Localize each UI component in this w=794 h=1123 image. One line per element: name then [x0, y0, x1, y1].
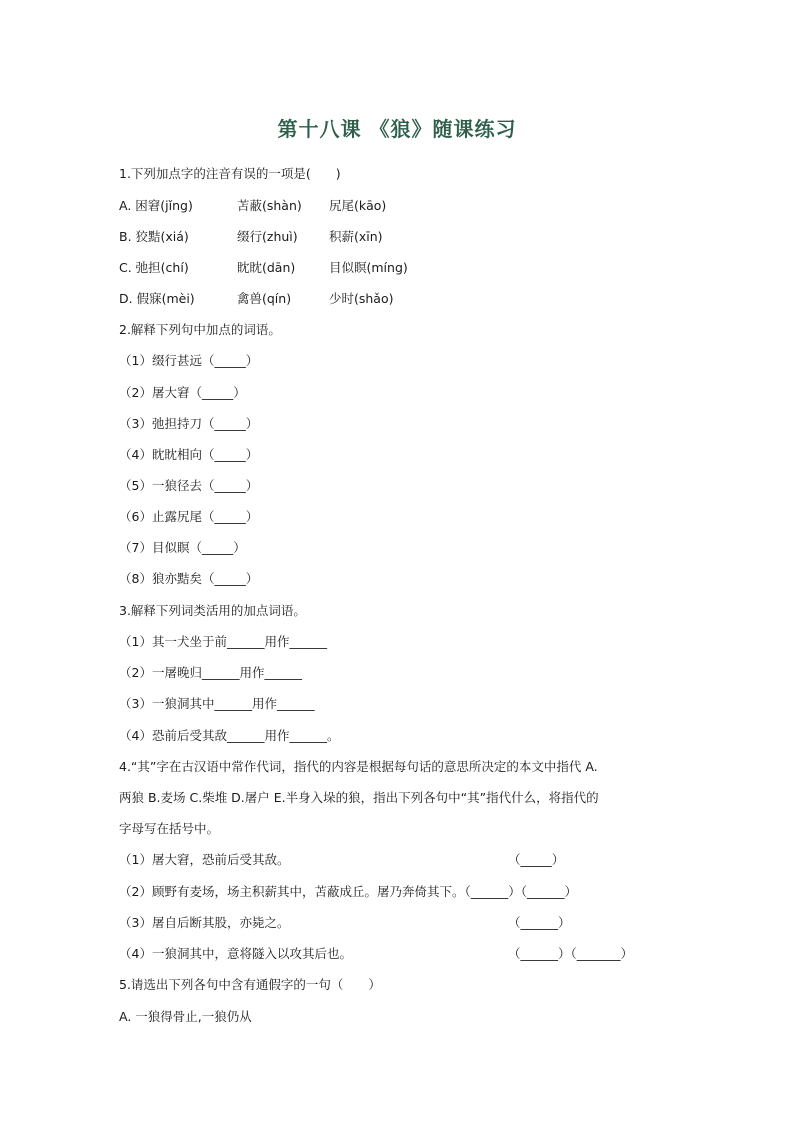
q2-item-3: （3）弛担持刀（_____） — [119, 416, 259, 431]
q2-item-8: （8）狼亦黠矣（_____） — [119, 571, 259, 586]
q1-option-c — [119, 260, 408, 276]
q4-stem-line-1: 4.“其”字在古汉语中常作代词，指代的内容是根据每句话的意思所决定的本文中指代 A. — [119, 759, 598, 774]
q3-item-3: （3）一狼洞其中______用作______ — [119, 696, 315, 711]
q4-item-3: （3）屠自后断其股，亦毙之。 — [119, 915, 290, 930]
q5-stem: 5.请选出下列各句中含有通假字的一句（ ） — [119, 977, 381, 992]
q4-stem-line-3: 字母写在括号中。 — [119, 821, 220, 836]
q2-item-2: （2）屠大窘（_____） — [119, 385, 246, 400]
q4-item-1-answer: （_____） — [508, 852, 565, 867]
q1-option-b-part3: 积薪(xīn) — [329, 229, 383, 244]
q2-item-6: （6）止露尻尾（_____） — [119, 509, 259, 524]
q1-option-d — [119, 291, 394, 307]
q2-item-5: （5）一狼径去（_____） — [119, 478, 259, 493]
q4-item-4-answer: （______）（_______） — [508, 946, 634, 961]
q2-item-4: （4）眈眈相向（_____） — [119, 447, 259, 462]
q1-option-b-part2: 缀行(zhuì) — [237, 229, 298, 244]
q1-option-c-part2: 眈眈(dān) — [237, 260, 296, 275]
q1-option-b — [119, 229, 383, 245]
q5-option-a: A. 一狼得骨止,一狼仍从 — [119, 1009, 252, 1024]
q1-option-b-part1: B. 狡黠(xiá) — [119, 229, 189, 244]
q1-option-a-part3: 尻尾(kāo) — [329, 198, 387, 213]
q1-option-c-part1: C. 弛担(chí) — [119, 260, 189, 275]
q1-option-d-part3: 少时(shǎo) — [329, 291, 394, 306]
page-title: 第十八课 《狼》随课练习 — [277, 117, 517, 141]
q1-option-a — [119, 198, 386, 214]
q4-stem-line-2: 两狼 B.麦场 C.柴堆 D.屠户 E.半身入垛的狼，指出下列各句中“其”指代什么，将指代的 — [119, 790, 599, 805]
q1-option-d-part2: 禽兽(qín) — [237, 291, 292, 306]
q4-item-4: （4）一狼洞其中，意将隧入以攻其后也。 — [119, 946, 352, 961]
q4-item-1: （1）屠大窘，恐前后受其敌。 — [119, 852, 290, 867]
q1-option-a-part2: 苫蔽(shàn) — [237, 198, 302, 213]
q1-option-c-part3: 目似瞑(míng) — [329, 260, 408, 275]
q1-option-a-part1: A. 困窘(jǐng) — [119, 198, 193, 213]
q2-stem: 2.解释下列句中加点的词语。 — [119, 322, 281, 337]
q1-stem: 1.下列加点字的注音有误的一项是( ) — [119, 166, 341, 181]
q4-item-2: （2）顾野有麦场，场主积薪其中，苫蔽成丘。屠乃奔倚其下。（______）（______） — [119, 884, 577, 899]
q3-stem: 3.解释下列词类活用的加点词语。 — [119, 603, 306, 618]
q3-item-1: （1）其一犬坐于前______用作______ — [119, 634, 327, 649]
q1-option-d-part1: D. 假寐(mèi) — [119, 291, 195, 306]
q2-item-1: （1）缀行甚远（_____） — [119, 353, 259, 368]
q3-item-4: （4）恐前后受其敌______用作______。 — [119, 728, 340, 743]
q2-item-7: （7）目似瞑（_____） — [119, 540, 246, 555]
q3-item-2: （2）一屠晚归______用作______ — [119, 665, 302, 680]
q4-item-3-answer: （______） — [508, 915, 571, 930]
